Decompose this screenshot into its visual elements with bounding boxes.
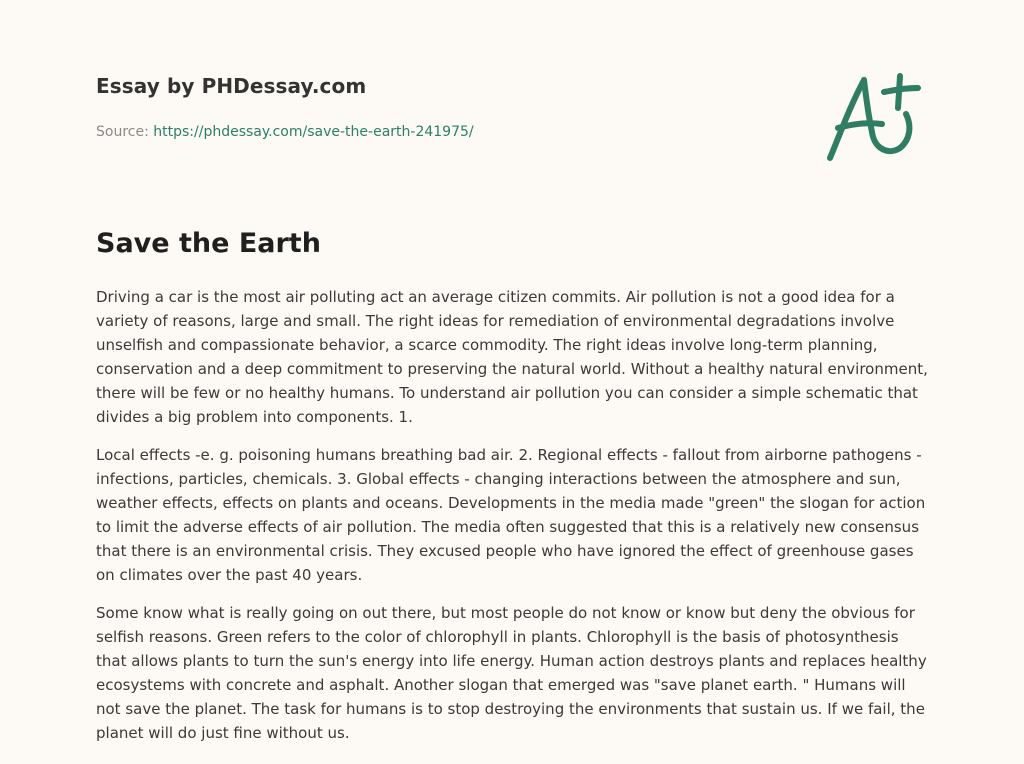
a-plus-grade-icon [818, 66, 930, 166]
essay-paragraph: Local effects -e. g. poisoning humans breathing bad air. 2. Regional effects - fallout from airborne pathogens - infections, particles, chemicals. 3. Global effects - changing interactions between the atmosphere and sun, weather effects, effects on plants and oceans. Developments in the media made "green" the slogan for action to limit the adverse effects of air pollution. The media often suggested that this is a relatively new consensus that there is an environmental crisis. They excused people who have ignored the effect of greenhouse gases on climates over the past 40 years. [96, 446, 926, 584]
source-label: Source: [96, 124, 154, 140]
brand-title: Essay by PHDessay.com [96, 74, 367, 98]
essay-paragraph: Some know what is really going on out there, but most people do not know or know but deny the obvious for selfish reasons. Green refers to the color of chlorophyll in plants. Chlorophyll is the basis of photosynthesis that allows plants to turn the sun's energy into life energy. Human action destroys plants and replaces healthy ecosystems with concrete and asphalt. Another slogan that emerged was "save planet earth. " Humans will not save the planet. The task for humans is to stop destroying the environments that sustain us. If we fail, the planet will do just fine without us. [96, 604, 927, 742]
essay-paragraph: Driving a car is the most air polluting act an average citizen commits. Air pollution is not a good idea for a variety of reasons, large and small. The right ideas for remediation of environmental degradations involve unselfish and compassionate behavior, a scarce commodity. The right ideas involve long-term planning, conservation and a deep commitment to preserving the natural world. Without a healthy natural environment, there will be few or no healthy humans. To understand air pollution you can consider a simple schematic that divides a big problem into components. 1. [96, 288, 928, 426]
source-line [96, 124, 474, 140]
essay-body [96, 285, 932, 759]
site-header [96, 74, 366, 98]
essay-title: Save the Earth [96, 228, 321, 259]
source-link[interactable]: https://phdessay.com/save-the-earth-241975/ [153, 124, 474, 140]
